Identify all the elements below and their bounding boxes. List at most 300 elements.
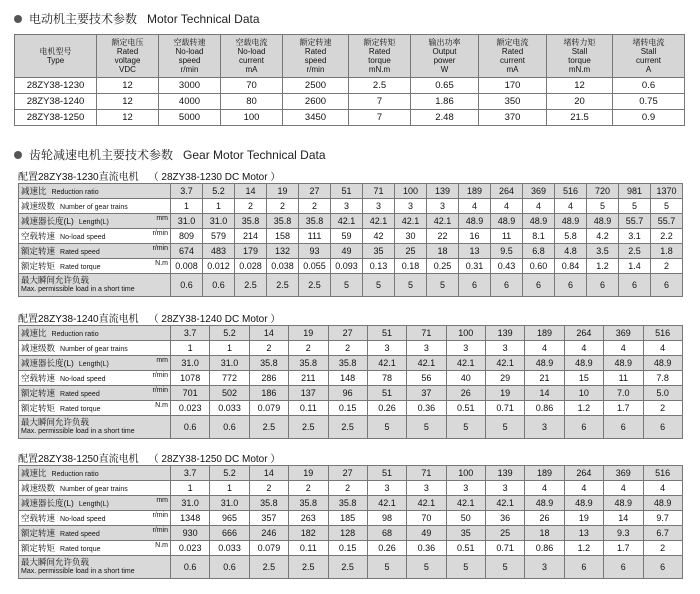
row-label-en: Reduction ratio <box>51 331 99 338</box>
row-label-en: Number of gear trains <box>60 204 128 211</box>
row-label <box>19 386 171 401</box>
header-line: 额定电流 <box>496 38 529 47</box>
table-cell: 189 <box>525 466 564 481</box>
motor-header-cell <box>547 35 613 78</box>
table-cell: 6 <box>604 556 643 579</box>
table-cell: 35.8 <box>289 496 328 511</box>
row-label <box>19 214 171 229</box>
table-cell: 357 <box>249 511 288 526</box>
table-cell: 2 <box>328 341 367 356</box>
table-cell: 14 <box>249 326 288 341</box>
table-cell: 3.7 <box>171 326 210 341</box>
table-cell: 22 <box>427 229 459 244</box>
table-cell: 1078 <box>171 371 210 386</box>
motor-header-cell <box>221 35 283 78</box>
table-cell: 189 <box>459 184 491 199</box>
table-cell: 0.84 <box>555 259 587 274</box>
row-label <box>19 184 171 199</box>
header-line: mA <box>506 65 519 74</box>
table-cell: 5 <box>619 199 651 214</box>
table-cell: 4 <box>643 481 682 496</box>
gear-section-title <box>14 146 326 163</box>
table-cell: 15 <box>564 371 603 386</box>
table-cell: 1.7 <box>604 541 643 556</box>
gear-table-3-title: 配置28ZY38-1250直流电机 （ 28ZY38-1250 DC Motor ） <box>18 454 281 465</box>
header-line: Output <box>432 47 457 56</box>
table-cell: 40 <box>446 371 485 386</box>
table-cell: 0.055 <box>299 259 331 274</box>
table-cell: 1 <box>210 341 249 356</box>
table-cell: 0.079 <box>249 401 288 416</box>
header-line: current <box>239 56 264 65</box>
table-row <box>19 356 683 371</box>
row-label <box>19 274 171 297</box>
row-label-cn: 额定转速 <box>21 528 56 538</box>
table-cell: 5 <box>407 556 446 579</box>
table-cell: 137 <box>289 386 328 401</box>
table-cell: 100 <box>446 466 485 481</box>
table-cell: 9.7 <box>643 511 682 526</box>
table-cell: 6 <box>604 416 643 439</box>
table-cell: 1.7 <box>604 401 643 416</box>
table-cell: 5 <box>395 274 427 297</box>
table-cell: 3 <box>395 199 427 214</box>
table-row <box>19 199 683 214</box>
table-cell: 31.0 <box>203 214 235 229</box>
table-cell: 71 <box>407 466 446 481</box>
table-cell: 19 <box>289 466 328 481</box>
row-label <box>19 481 171 496</box>
table-cell: 139 <box>427 184 459 199</box>
table-cell: 25 <box>395 244 427 259</box>
row-label-en: Rated speed <box>60 249 100 256</box>
table-cell: 49 <box>331 244 363 259</box>
table-row <box>19 466 683 481</box>
header-line: 额定转速 <box>299 38 332 47</box>
table-cell: 35.8 <box>289 356 328 371</box>
table-cell: 772 <box>210 371 249 386</box>
table-cell: 51 <box>367 326 406 341</box>
table-row <box>19 511 683 526</box>
table-cell: 0.86 <box>525 541 564 556</box>
row-label-en: Rated speed <box>60 531 100 538</box>
table-cell: 42.1 <box>367 356 406 371</box>
table-cell: 0.093 <box>331 259 363 274</box>
table-cell: 42.1 <box>407 496 446 511</box>
header-line: 额定电压 <box>111 38 144 47</box>
header-line: current <box>636 56 661 65</box>
table-cell: 6 <box>619 274 651 297</box>
row-label-en: Length(L) <box>78 361 109 368</box>
table-cell: 3 <box>525 556 564 579</box>
table-cell: 6.8 <box>523 244 555 259</box>
table-cell: 51 <box>367 466 406 481</box>
table-cell: 35 <box>363 244 395 259</box>
table-row <box>19 214 683 229</box>
table-cell: 264 <box>564 326 603 341</box>
table-cell: 674 <box>171 244 203 259</box>
header-line: VDC <box>119 65 136 74</box>
table-cell: 12 <box>97 78 159 94</box>
table-cell: 25 <box>486 526 525 541</box>
table-row <box>19 229 683 244</box>
table-cell: 42.1 <box>407 356 446 371</box>
table-cell: 0.15 <box>328 401 367 416</box>
header-line: 电机型号 <box>39 47 72 56</box>
row-label <box>19 526 171 541</box>
table-cell: 0.86 <box>525 401 564 416</box>
table-row <box>19 371 683 386</box>
header-line: A <box>645 65 652 74</box>
table-cell: 5 <box>363 274 395 297</box>
table-cell: 3 <box>427 199 459 214</box>
table-cell: 0.65 <box>411 78 479 94</box>
table-cell: 5 <box>486 416 525 439</box>
table-cell: 14 <box>525 386 564 401</box>
row-label-en: Max. permissible load in a short time <box>21 286 135 293</box>
row-label-en: No-load speed <box>60 376 106 383</box>
header-line: r/min <box>180 65 199 74</box>
table-cell: 128 <box>328 526 367 541</box>
table-cell: 246 <box>249 526 288 541</box>
table-cell: 6 <box>459 274 491 297</box>
table-cell: 3000 <box>159 78 221 94</box>
table-cell: 2 <box>651 259 683 274</box>
header-line: Stall <box>571 47 588 56</box>
table-cell: 42.1 <box>446 496 485 511</box>
table-cell: 0.71 <box>486 401 525 416</box>
table-row <box>19 326 683 341</box>
row-label-cn: 减速比 <box>21 328 47 338</box>
table-cell: 516 <box>555 184 587 199</box>
row-label <box>19 371 171 386</box>
table-cell: 2600 <box>283 94 349 110</box>
table-cell: 100 <box>395 184 427 199</box>
table-row <box>19 481 683 496</box>
table-cell: 2.5 <box>289 416 328 439</box>
table-cell: 48.9 <box>564 496 603 511</box>
table-cell: 2.5 <box>328 556 367 579</box>
table-cell: 2500 <box>283 78 349 94</box>
header-line: 输出功率 <box>428 38 461 47</box>
table-cell: 6 <box>587 274 619 297</box>
table-cell: 2.5 <box>328 416 367 439</box>
table-cell: 0.15 <box>328 541 367 556</box>
row-unit: N.m <box>155 542 168 549</box>
table-cell: 3 <box>525 416 564 439</box>
table-cell: 35.8 <box>328 496 367 511</box>
table-cell: 70 <box>221 78 283 94</box>
table-cell: 1348 <box>171 511 210 526</box>
table-row <box>19 526 683 541</box>
table-cell: 0.71 <box>486 541 525 556</box>
table-row <box>19 184 683 199</box>
row-label <box>19 466 171 481</box>
header-line: mA <box>245 65 258 74</box>
table-cell: 5.2 <box>203 184 235 199</box>
row-label-cn: 最大瞬间允许负载 <box>21 275 90 285</box>
row-label <box>19 416 171 439</box>
table-cell: 0.26 <box>367 401 406 416</box>
row-label <box>19 356 171 371</box>
table-cell: 0.012 <box>203 259 235 274</box>
table-cell: 7 <box>349 94 411 110</box>
table-cell: 0.033 <box>210 401 249 416</box>
header-line: Type <box>46 56 65 65</box>
table-cell: 100 <box>221 110 283 126</box>
table-cell: 6 <box>651 274 683 297</box>
row-label-cn: 最大瞬间允许负载 <box>21 557 90 567</box>
row-label-en: No-load speed <box>60 516 106 523</box>
gear-title-cn: 齿轮减速电机主要技术参数 <box>29 148 174 162</box>
table-cell: 3 <box>367 481 406 496</box>
table-cell: 37 <box>407 386 446 401</box>
header-line: 空载电流 <box>235 38 268 47</box>
table-cell: 80 <box>221 94 283 110</box>
motor-section-title <box>14 10 260 27</box>
table-cell: 1.86 <box>411 94 479 110</box>
motor-technical-table <box>14 34 685 126</box>
table-cell: 12 <box>97 94 159 110</box>
table-cell: 111 <box>299 229 331 244</box>
table-cell: 11 <box>604 371 643 386</box>
table-cell: 6 <box>643 416 682 439</box>
row-label-cn: 减速器长度(L) <box>21 498 74 508</box>
table-cell: 4.2 <box>587 229 619 244</box>
table-cell: 5 <box>427 274 459 297</box>
table-cell: 48.9 <box>643 356 682 371</box>
table-cell: 5 <box>446 416 485 439</box>
table-cell: 502 <box>210 386 249 401</box>
motor-header-cell <box>15 35 97 78</box>
table-cell: 0.6 <box>171 556 210 579</box>
table-cell: 49 <box>407 526 446 541</box>
table-cell: 21 <box>525 371 564 386</box>
motor-header-cell <box>349 35 411 78</box>
header-line: Rated <box>116 47 139 56</box>
table-cell: 0.75 <box>613 94 685 110</box>
header-line: Rated <box>501 47 524 56</box>
row-label-cn: 最大瞬间允许负载 <box>21 417 90 427</box>
table-cell: 6 <box>564 556 603 579</box>
table-cell: 26 <box>525 511 564 526</box>
table-cell: 96 <box>328 386 367 401</box>
row-unit: r/min <box>152 512 168 519</box>
table-cell: 2 <box>249 341 288 356</box>
table-cell: 35.8 <box>328 356 367 371</box>
table-cell: 666 <box>210 526 249 541</box>
table-cell: 12 <box>547 78 613 94</box>
table-cell: 4 <box>523 199 555 214</box>
table-cell: 4000 <box>159 94 221 110</box>
table-cell: 2 <box>267 199 299 214</box>
row-label <box>19 199 171 214</box>
table-cell: 4 <box>459 199 491 214</box>
table-cell: 48.9 <box>491 214 523 229</box>
table-cell: 55.7 <box>619 214 651 229</box>
table-cell: 264 <box>491 184 523 199</box>
table-cell: 13 <box>459 244 491 259</box>
table-cell: 0.36 <box>407 401 446 416</box>
gear-table-28zy38-1250 <box>18 465 683 579</box>
row-label <box>19 341 171 356</box>
table-cell: 5 <box>367 556 406 579</box>
table-cell: 42.1 <box>486 496 525 511</box>
table-cell: 0.11 <box>289 401 328 416</box>
row-label-en: Number of gear trains <box>60 346 128 353</box>
header-line: torque <box>568 56 591 65</box>
table-cell: 158 <box>267 229 299 244</box>
table-cell: 516 <box>643 466 682 481</box>
header-line: mN.m <box>368 65 391 74</box>
table-cell: 19 <box>564 511 603 526</box>
table-cell: 48.9 <box>555 214 587 229</box>
header-line: 堵转电流 <box>632 38 665 47</box>
row-label-en: Length(L) <box>78 219 109 226</box>
row-unit: mm <box>156 215 168 222</box>
table-cell: 27 <box>299 184 331 199</box>
table-cell: 48.9 <box>604 356 643 371</box>
motor-header-cell <box>159 35 221 78</box>
table-cell: 4.8 <box>555 244 587 259</box>
table-cell: 48.9 <box>643 496 682 511</box>
table-cell: 4 <box>555 199 587 214</box>
table-cell: 5.8 <box>555 229 587 244</box>
table-cell: 6 <box>491 274 523 297</box>
table-cell: 100 <box>446 326 485 341</box>
table-cell: 8.1 <box>523 229 555 244</box>
table-cell: 2.5 <box>299 274 331 297</box>
table-cell: 27 <box>328 326 367 341</box>
bullet-icon <box>14 15 22 23</box>
table-cell: 31.0 <box>210 356 249 371</box>
row-label-cn: 减速器长度(L) <box>21 358 74 368</box>
table-cell: 981 <box>619 184 651 199</box>
table-cell: 0.008 <box>171 259 203 274</box>
table-cell: 3.5 <box>587 244 619 259</box>
table-cell: 0.13 <box>363 259 395 274</box>
table-cell: 20 <box>547 94 613 110</box>
table-cell: 42.1 <box>446 356 485 371</box>
table-cell: 0.51 <box>446 541 485 556</box>
table-cell: 31.0 <box>210 496 249 511</box>
row-label-cn: 减速比 <box>21 186 47 196</box>
table-cell: 19 <box>289 326 328 341</box>
table-cell: 0.6 <box>171 274 203 297</box>
table-cell: 182 <box>289 526 328 541</box>
row-label-en: Rated torque <box>60 264 101 271</box>
row-label <box>19 401 171 416</box>
gear-table-1-title: 配置28ZY38-1230直流电机 （ 28ZY38-1230 DC Motor ） <box>18 172 281 183</box>
table-cell: 139 <box>486 326 525 341</box>
table-cell: 809 <box>171 229 203 244</box>
table-cell: 0.6 <box>171 416 210 439</box>
row-unit: r/min <box>152 387 168 394</box>
motor-header-cell <box>97 35 159 78</box>
row-unit: N.m <box>155 402 168 409</box>
table-cell: 14 <box>249 466 288 481</box>
table-cell: 9.3 <box>604 526 643 541</box>
table-cell: 16 <box>459 229 491 244</box>
table-row <box>19 496 683 511</box>
table-cell: 98 <box>367 511 406 526</box>
table-cell: 2 <box>289 341 328 356</box>
table-cell: 31.0 <box>171 496 210 511</box>
table-cell: 0.6 <box>613 78 685 94</box>
table-cell: 3 <box>363 199 395 214</box>
table-cell: 0.11 <box>289 541 328 556</box>
header-line: speed <box>178 56 201 65</box>
table-cell: 179 <box>235 244 267 259</box>
row-label-en: No-load speed <box>60 234 106 241</box>
motor-header-cell <box>479 35 547 78</box>
table-cell: 369 <box>604 466 643 481</box>
row-label-en: Rated torque <box>60 406 101 413</box>
table-cell: 42.1 <box>331 214 363 229</box>
table-row <box>19 386 683 401</box>
table-cell: 4 <box>525 481 564 496</box>
table-row <box>19 244 683 259</box>
table-cell: 189 <box>525 326 564 341</box>
motor-header-cell <box>411 35 479 78</box>
table-cell: 2 <box>328 481 367 496</box>
table-cell: 1370 <box>651 184 683 199</box>
row-label <box>19 326 171 341</box>
table-cell: 35.8 <box>267 214 299 229</box>
row-label <box>19 556 171 579</box>
table-cell: 18 <box>427 244 459 259</box>
table-cell: 31.0 <box>171 356 210 371</box>
row-label <box>19 496 171 511</box>
table-cell: 0.6 <box>210 416 249 439</box>
table-cell: 48.9 <box>525 356 564 371</box>
table-cell: 3 <box>367 341 406 356</box>
table-cell: 2.2 <box>651 229 683 244</box>
gear-table-28zy38-1240 <box>18 325 683 439</box>
table-cell: 1 <box>171 199 203 214</box>
table-cell: 720 <box>587 184 619 199</box>
table-cell: 7 <box>349 110 411 126</box>
table-cell: 5.2 <box>210 466 249 481</box>
table-cell: 2.5 <box>619 244 651 259</box>
table-cell: 3.7 <box>171 184 203 199</box>
table-cell: 2.5 <box>267 274 299 297</box>
row-label <box>19 244 171 259</box>
header-line: mN.m <box>568 65 591 74</box>
table-cell: 10 <box>564 386 603 401</box>
table-cell: 42.1 <box>363 214 395 229</box>
table-cell: 264 <box>564 466 603 481</box>
table-cell: 3 <box>407 481 446 496</box>
table-cell: 0.36 <box>407 541 446 556</box>
table-cell: 70 <box>407 511 446 526</box>
header-line: current <box>500 56 525 65</box>
table-cell: 13 <box>564 526 603 541</box>
table-cell: 19 <box>267 184 299 199</box>
row-label-cn: 额定转矩 <box>21 543 56 553</box>
table-row <box>19 541 683 556</box>
table-cell: 71 <box>363 184 395 199</box>
table-cell: 18 <box>525 526 564 541</box>
table-cell: 14 <box>235 184 267 199</box>
table-cell: 21.5 <box>547 110 613 126</box>
table-cell: 2 <box>289 481 328 496</box>
table-cell: 350 <box>479 94 547 110</box>
table-cell: 42.1 <box>427 214 459 229</box>
row-label-en: Number of gear trains <box>60 486 128 493</box>
table-cell: 2.5 <box>249 556 288 579</box>
row-unit: r/min <box>152 245 168 252</box>
